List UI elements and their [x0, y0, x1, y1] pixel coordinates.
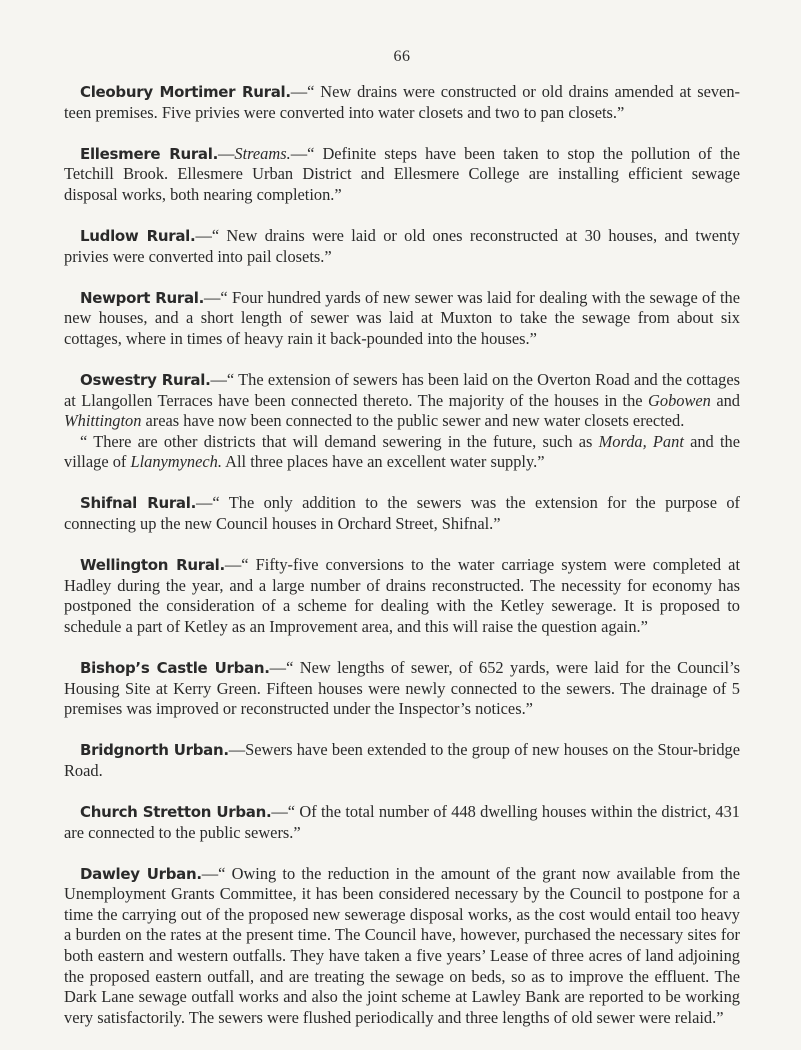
entry-text: —“ Fifty-five conversions to the water carriage system were completed at Hadley during the year, and a large number of drains reconstructed. The necessity for economy has postponed the consideration of a scheme for dealing with the Ketley sewerage. It is proposed to schedule a part of Ketley as an Improvement area, and this will raise the question again.” — [64, 555, 740, 636]
entry-cleobury-mortimer-rural — [64, 82, 740, 123]
place-name: Gobowen — [648, 390, 711, 410]
entry-text: —“ Of the total number of 448 dwelling houses within the district, 431 are connected to the public sewers.” — [64, 801, 740, 842]
place-name: Morda, Pant — [598, 431, 684, 451]
entry-bishops-castle-urban — [64, 658, 740, 720]
document-page — [64, 48, 740, 1049]
entry-church-stretton-urban — [64, 802, 740, 843]
entry-heading: Dawley Urban. — [80, 864, 202, 883]
entry-text: —“ New lengths of sewer, of 652 yards, were laid for the Council’s Housing Site at Kerry Green. Fifteen houses were newly connected to the sewers. The drainage of 5 premises was improved or reconstructed under the Inspector’s notices.” — [64, 657, 740, 719]
entry-text: —“ Definite steps have been taken to stop the pollution of the Tetchill Brook. Ellesmere Urban District and Ellesmere College are installing efficient sewage disposal works, both nearing completion.” — [64, 143, 740, 204]
entry-text: —Sewers have been extended to the group of new houses on the Stour-bridge Road. — [64, 740, 740, 780]
entry-heading: Oswestry Rural. — [80, 370, 211, 389]
entry-heading: Bridgnorth Urban. — [80, 741, 229, 760]
place-name: Llanymynech. — [130, 452, 222, 472]
entry-text: —“ New drains were laid or old ones reconstructed at 30 houses, and twenty privies were converted into pail closets.” — [64, 225, 740, 266]
entry-heading: Newport Rural. — [80, 288, 205, 307]
entry-heading: Bishop’s Castle Urban. — [80, 658, 270, 677]
entry-heading: Wellington Rural. — [80, 556, 225, 575]
entry-oswestry-rural — [64, 370, 740, 473]
entry-text: and the village of — [64, 431, 740, 472]
entry-newport-rural — [64, 288, 740, 350]
page-number: 66 — [393, 48, 411, 65]
entry-text: “ There are other districts that will demand sewering in the future, such as — [80, 431, 599, 451]
entry-text: —“ Owing to the reduction in the amount of the grant now available from the Unemployment Grants Committee, it has been considered necessary by the Council to postpone for a time the carrying out of the proposed new sewerage disposal works, as the cost would entail too heavy a burden on the rates at the present time. The Council have, however, purchased the necessary sites for both eastern and western outfalls. They have taken a five years’ Lease of three acres of land adjoining the proposed eastern outfall, and are treating the sewage on beds, so as to improve the effluent. The Dark Lane sewage outfall works and also the joint scheme at Lawley Bank are reported to be working very satisfactorily. The sewers were flushed periodically and three lengths of old sewer were relaid.” — [64, 863, 740, 1027]
entry-continuation — [64, 432, 740, 473]
entry-ellesmere-rural — [64, 144, 740, 206]
entry-text: and — [710, 390, 740, 410]
entry-text: All three places have an excellent water supply.” — [221, 452, 545, 472]
place-name: Whittington — [64, 411, 142, 431]
entry-bridgnorth-urban — [64, 740, 740, 781]
entry-heading: Cleobury Mortimer Rural. — [80, 83, 291, 101]
entry-text: —“ Four hundred yards of new sewer was laid for dealing with the sewage of the new houses, and a short length of sewer was laid at Muxton to take the sewage from about six cottages, where in times of heavy rain it back-pounded into the houses.” — [64, 287, 740, 348]
entry-heading: Church Stretton Urban. — [80, 802, 272, 821]
entry-text: —“ New drains were constructed or old drains amended at seven-teen premises. Five privies were converted into water closets and two to pan closets.” — [64, 82, 740, 122]
entry-dawley-urban — [64, 864, 740, 1029]
entry-text: —“ The only addition to the sewers was the extension for the purpose of connecting up the new Council houses in Orchard Street, Shifnal.” — [64, 493, 740, 533]
entry-ludlow-rural — [64, 226, 740, 267]
entry-heading: Ludlow Rural. — [80, 226, 196, 245]
entry-text: areas have now been connected to the public sewer and new water closets erected. — [141, 411, 685, 431]
entry-heading: Ellesmere Rural. — [80, 144, 218, 163]
entry-wellington-rural — [64, 555, 740, 637]
entry-shifnal-rural — [64, 493, 740, 534]
entry-text: —“ The extension of sewers has been laid on the Overton Road and the cottages at Llangollen Terraces have been connected thereto. The majority of the houses in the — [64, 369, 741, 410]
entry-subheading: Streams. — [234, 143, 291, 163]
entry-lead: — — [218, 143, 235, 163]
entry-heading: Shifnal Rural. — [80, 494, 196, 513]
